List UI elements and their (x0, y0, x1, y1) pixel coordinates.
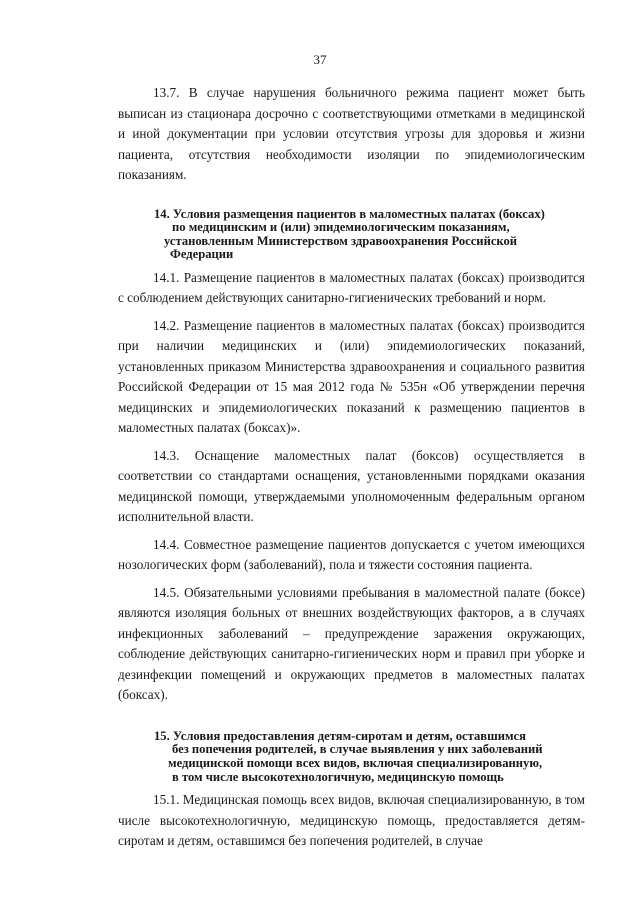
paragraph-15-1: 15.1. Медицинская помощь всех видов, включая специализированную, в том числе высокотехнологичную, медицинскую помощь, предоставляется детям-сиротам и детям, оставшимся без попечения родителей, в случае (118, 792, 585, 849)
paragraph-14-4: 14.4. Совместное размещение пациентов допускается с учетом имеющихся нозологических форм (заболеваний), пола и тяжести состояния пациента. (118, 536, 585, 573)
section-heading-15-line-2: без попечения родителей, в случае выявления у них заболеваний (172, 742, 543, 757)
section-heading-15-line-4: в том числе высокотехнологичную, медицинскую помощь (172, 769, 504, 784)
section-heading-14-line-1: 14. Условия размещения пациентов в маломестных палатах (боксах) (154, 206, 545, 221)
section-heading-14-line-3: установленным Министерством здравоохранения Российской (164, 233, 518, 248)
section-heading-15-line-1: 15. Условия предоставления детям-сиротам и детям, оставшимся (154, 728, 526, 743)
paragraph-14-3: 14.3. Оснащение маломестных палат (боксов) осуществляется в соответствии со стандартами оснащения, установленными порядками оказания медицинской помощи, утверждаемыми уполномоченным федеральным органом исполнительной власти. (118, 447, 585, 525)
section-heading-14-line-2: по медицинским и (или) эпидемиологическим показаниям, (172, 220, 510, 235)
page-number: 37 (313, 52, 327, 67)
section-heading-15-line-3: медицинской помощи всех видов, включая специализированную, (168, 756, 543, 771)
page-content (118, 83, 585, 852)
paragraph-14-2: 14.2. Размещение пациентов в маломестных палатах (боксах) производится при наличии медицинских и (или) эпидемиологических показаний, установленных приказом Министерства здравоохранения и социального развития Российской Федерации от 15 мая 2012 года № 535н «Об утверждении перечня медицинских и эпидемиологических показаний к размещению пациентов в маломестных палатах (боксах)». (118, 317, 585, 436)
paragraph-14-1: 14.1. Размещение пациентов в маломестных палатах (боксах) производится с соблюдением действующих санитарно-гигиенических требований и норм. (118, 269, 585, 306)
paragraph-13-7: 13.7. В случае нарушения больничного режима пациент может быть выписан из стационара досрочно с соответствующими отметками в медицинской и иной документации при условии отсутствия угрозы для здоровья и жизни пациента, отсутствия необходимости изоляции по эпидемиологическим показаниям. (118, 85, 585, 182)
paragraph-14-5: 14.5. Обязательными условиями пребывания в маломестной палате (боксе) являются изоляция больных от внешних воздействующих факторов, а в случаях инфекционных заболеваний – предупреждение заражения окружающих, соблюдение действующих санитарно-гигиенических норм и правил при уборке и дезинфекции помещений и окружающих предметов в маломестных палатах (боксах). (118, 584, 585, 703)
section-heading-14 (118, 208, 585, 262)
section-heading-15 (118, 730, 585, 784)
section-heading-14-line-4: Федерации (170, 247, 234, 262)
